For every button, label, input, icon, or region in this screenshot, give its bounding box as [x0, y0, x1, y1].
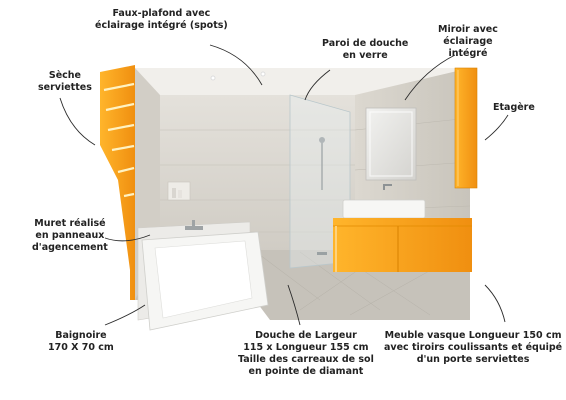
mirror — [366, 108, 416, 180]
label-line: d'agencement — [32, 242, 108, 253]
label-paroi — [322, 38, 408, 62]
ceiling-spot — [211, 76, 215, 80]
label-etagere — [493, 102, 535, 114]
label-line: Baignoire — [55, 330, 107, 341]
label-baignoire — [48, 330, 114, 354]
label-line: 170 X 70 cm — [48, 342, 114, 353]
label-faux-plafond — [95, 8, 228, 32]
label-line: Paroi de douche — [322, 38, 409, 49]
label-line: d'un porte serviettes — [416, 354, 530, 365]
label-line: avec tiroirs coulissants et équipé — [384, 342, 563, 353]
label-line: Douche de Largeur — [255, 330, 357, 341]
label-line: Muret réalisé — [34, 218, 106, 229]
label-line: Taille des carreaux de sol — [238, 354, 374, 365]
label-line: en verre — [342, 50, 388, 61]
label-meuble — [384, 330, 562, 366]
label-line: en pointe de diamant — [248, 366, 364, 377]
label-douche — [238, 330, 374, 378]
label-line: éclairage — [443, 36, 493, 47]
label-muret — [32, 218, 108, 254]
label-line: Faux-plafond avec — [112, 8, 211, 19]
label-line: Etagère — [493, 102, 535, 113]
label-line: 115 x Longueur 155 cm — [243, 342, 369, 353]
label-seche — [38, 70, 92, 94]
ceiling-spot — [261, 72, 265, 76]
label-line: Sèche — [48, 70, 81, 81]
label-line: serviettes — [38, 82, 92, 93]
label-line: Meuble vasque Longueur 150 cm — [384, 330, 562, 341]
label-line: éclairage intégré (spots) — [95, 20, 228, 31]
label-line: intégré — [448, 48, 488, 59]
label-line: Miroir avec — [438, 24, 498, 35]
label-line: en panneaux — [35, 230, 105, 241]
washbasin — [343, 200, 425, 218]
label-miroir — [438, 24, 498, 60]
towel-warmer — [100, 65, 135, 300]
